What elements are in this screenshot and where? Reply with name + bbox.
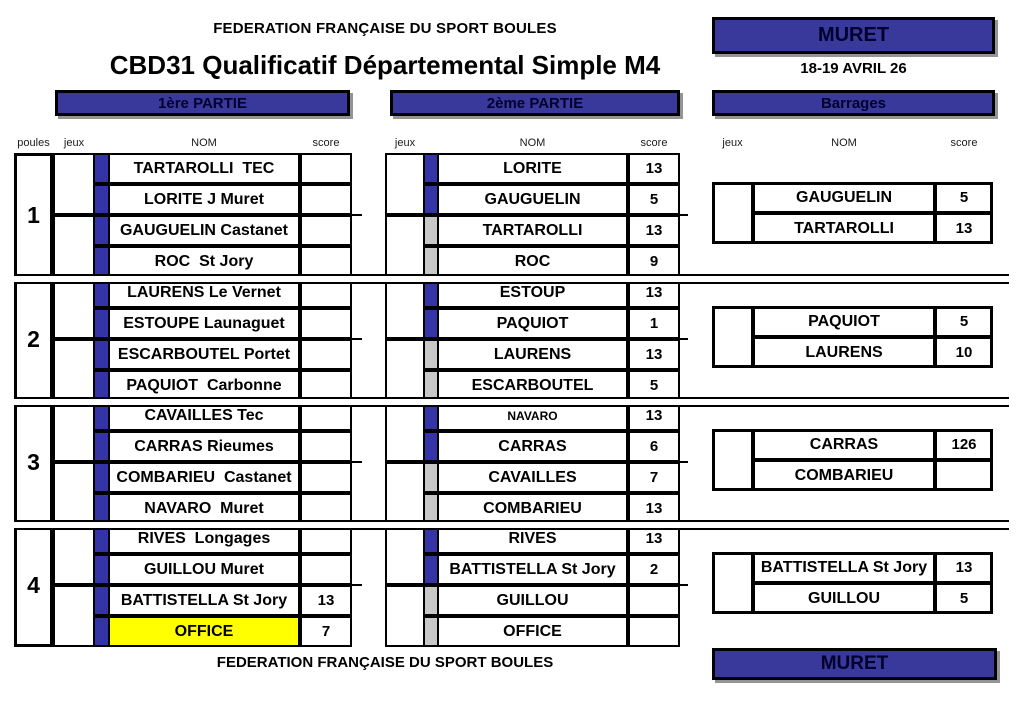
bracket-tick	[680, 584, 688, 586]
score-cell: 2	[628, 554, 680, 585]
player-name-cell: BATTISTELLA St Jory	[437, 554, 628, 585]
score-cell: 13	[628, 339, 680, 370]
jeux-cell-p1	[53, 277, 95, 339]
player-name-cell: GUILLOU	[753, 583, 935, 614]
pool-separator-2	[14, 397, 1009, 407]
row-stripe	[425, 215, 437, 246]
colhead-jeux-p2: jeux	[394, 137, 416, 149]
jeux-cell-p2	[385, 400, 425, 462]
player-name-cell: BATTISTELLA St Jory	[753, 552, 935, 583]
jeux-cell-p2	[385, 339, 425, 401]
player-name-cell: GAUGUELIN Castanet	[108, 215, 300, 246]
jeux-cell-p2	[385, 277, 425, 339]
location-box-top: MURET	[712, 17, 995, 54]
jeux-cell-p1	[53, 153, 95, 215]
event-date: 18-19 AVRIL 26	[800, 60, 907, 77]
banner-barrages: Barrages	[712, 90, 995, 116]
player-name-cell: PAQUIOT	[437, 308, 628, 339]
row-stripe	[95, 462, 108, 493]
row-stripe	[425, 246, 437, 277]
player-name-cell: ESTOUP	[437, 277, 628, 308]
row-stripe	[95, 339, 108, 370]
score-cell	[300, 215, 352, 246]
player-name-cell: GAUGUELIN	[753, 182, 935, 213]
row-stripe	[95, 554, 108, 585]
pool-number-box: 3	[14, 400, 53, 524]
score-cell: 13	[628, 523, 680, 554]
row-stripe	[425, 431, 437, 462]
row-stripe	[95, 431, 108, 462]
score-cell: 5	[935, 306, 993, 337]
row-stripe	[425, 184, 437, 215]
player-name-cell: BATTISTELLA St Jory	[108, 585, 300, 616]
score-cell: 13	[935, 552, 993, 583]
score-cell	[628, 585, 680, 616]
colhead-nom-p1: NOM	[191, 137, 217, 149]
jeux-cell-barrage	[712, 306, 753, 368]
score-cell	[300, 554, 352, 585]
colhead-score-barrages: score	[950, 137, 978, 149]
pool-separator-1	[14, 274, 1009, 284]
score-cell	[935, 460, 993, 491]
location-box-bottom: MURET	[712, 648, 997, 680]
row-stripe	[95, 246, 108, 277]
player-name-cell: CAVAILLES Tec	[108, 400, 300, 431]
player-name-cell: LORITE	[437, 153, 628, 184]
player-name-cell: OFFICE	[437, 616, 628, 647]
player-name-cell: NAVARO Muret	[108, 493, 300, 524]
player-name-cell: CARRAS	[753, 429, 935, 460]
score-cell: 13	[935, 213, 993, 244]
score-cell: 13	[628, 400, 680, 431]
player-name-cell: COMBARIEU	[437, 493, 628, 524]
colhead-poules: poules	[17, 137, 50, 149]
score-cell: 1	[628, 308, 680, 339]
jeux-cell-p2	[385, 523, 425, 585]
player-name-cell: TARTAROLLI	[753, 213, 935, 244]
score-cell: 10	[935, 337, 993, 368]
player-name-cell: TARTAROLLI TEC	[108, 153, 300, 184]
score-cell: 5	[628, 370, 680, 401]
score-cell: 5	[628, 184, 680, 215]
row-stripe	[425, 462, 437, 493]
row-stripe	[425, 153, 437, 184]
colhead-nom-barrages: NOM	[831, 137, 857, 149]
player-name-cell: CAVAILLES	[437, 462, 628, 493]
federation-header: FEDERATION FRANÇAISE DU SPORT BOULES	[213, 20, 557, 37]
colhead-jeux-barrages: jeux	[722, 137, 743, 149]
player-name-cell: LAURENS	[437, 339, 628, 370]
score-cell	[300, 308, 352, 339]
banner-partie1: 1ère PARTIE	[55, 90, 350, 116]
player-name-cell: ESCARBOUTEL Portet	[108, 339, 300, 370]
colhead-score-p2: score	[640, 137, 668, 149]
bracket-tick	[352, 461, 362, 463]
player-name-cell: GUILLOU Muret	[108, 554, 300, 585]
player-name-cell: ROC St Jory	[108, 246, 300, 277]
pool-number-box: 2	[14, 277, 53, 401]
score-cell: 126	[935, 429, 993, 460]
row-stripe	[95, 585, 108, 616]
bracket-tick	[352, 584, 362, 586]
player-name-cell: NAVARO	[437, 400, 628, 431]
row-stripe	[425, 554, 437, 585]
score-cell	[300, 246, 352, 277]
score-cell	[300, 339, 352, 370]
jeux-cell-barrage	[712, 429, 753, 491]
row-stripe	[425, 339, 437, 370]
player-name-cell: OFFICE	[108, 616, 300, 647]
bracket-tick	[352, 338, 362, 340]
score-cell: 13	[628, 493, 680, 524]
jeux-cell-barrage	[712, 182, 753, 244]
score-cell: 13	[300, 585, 352, 616]
jeux-cell-p1	[53, 215, 95, 277]
jeux-cell-p2	[385, 462, 425, 524]
player-name-cell: CARRAS	[437, 431, 628, 462]
pool-number-box: 1	[14, 153, 53, 277]
colhead-score-p1: score	[312, 137, 340, 149]
bracket-tick	[680, 338, 688, 340]
player-name-cell: ESTOUPE Launaguet	[108, 308, 300, 339]
player-name-cell: ESCARBOUTEL	[437, 370, 628, 401]
score-cell	[628, 616, 680, 647]
player-name-cell: LAURENS Le Vernet	[108, 277, 300, 308]
jeux-cell-p1	[53, 462, 95, 524]
player-name-cell: RIVES	[437, 523, 628, 554]
jeux-cell-p2	[385, 153, 425, 215]
player-name-cell: PAQUIOT	[753, 306, 935, 337]
player-name-cell: TARTAROLLI	[437, 215, 628, 246]
score-cell: 7	[300, 616, 352, 647]
row-stripe	[95, 153, 108, 184]
player-name-cell: ROC	[437, 246, 628, 277]
player-name-cell: RIVES Longages	[108, 523, 300, 554]
player-name-cell: COMBARIEU	[753, 460, 935, 491]
row-stripe	[95, 616, 108, 647]
row-stripe	[425, 616, 437, 647]
row-stripe	[95, 184, 108, 215]
score-cell	[300, 184, 352, 215]
jeux-cell-p1	[53, 523, 95, 585]
jeux-cell-barrage	[712, 552, 753, 614]
jeux-cell-p1	[53, 400, 95, 462]
colhead-jeux-p1: jeux	[63, 137, 85, 149]
score-cell	[300, 153, 352, 184]
jeux-cell-p1	[53, 339, 95, 401]
score-cell: 5	[935, 583, 993, 614]
score-cell: 5	[935, 182, 993, 213]
bracket-tick	[352, 214, 362, 216]
player-name-cell: LAURENS	[753, 337, 935, 368]
jeux-cell-p2	[385, 585, 425, 647]
row-stripe	[95, 215, 108, 246]
score-cell	[300, 431, 352, 462]
bracket-tick	[680, 461, 688, 463]
score-cell: 6	[628, 431, 680, 462]
colhead-nom-p2: NOM	[519, 137, 546, 149]
jeux-cell-p2	[385, 215, 425, 277]
player-name-cell: GAUGUELIN	[437, 184, 628, 215]
pool-separator-3	[14, 520, 1009, 530]
score-cell: 9	[628, 246, 680, 277]
jeux-cell-p1	[53, 585, 95, 647]
score-cell: 13	[628, 153, 680, 184]
player-name-cell: COMBARIEU Castanet	[108, 462, 300, 493]
page-title: CBD31 Qualificatif Départemental Simple M4	[109, 50, 661, 80]
score-cell: 13	[628, 277, 680, 308]
score-cell	[300, 462, 352, 493]
score-cell: 13	[628, 215, 680, 246]
bracket-tick	[680, 214, 688, 216]
player-name-cell: LORITE J Muret	[108, 184, 300, 215]
row-stripe	[425, 308, 437, 339]
player-name-cell: CARRAS Rieumes	[108, 431, 300, 462]
row-stripe	[95, 308, 108, 339]
player-name-cell: PAQUIOT Carbonne	[108, 370, 300, 401]
score-cell: 7	[628, 462, 680, 493]
pool-number-box: 4	[14, 523, 53, 647]
player-name-cell: GUILLOU	[437, 585, 628, 616]
row-stripe	[425, 585, 437, 616]
federation-footer: FEDERATION FRANÇAISE DU SPORT BOULES	[216, 654, 554, 671]
banner-partie2: 2ème PARTIE	[390, 90, 680, 116]
